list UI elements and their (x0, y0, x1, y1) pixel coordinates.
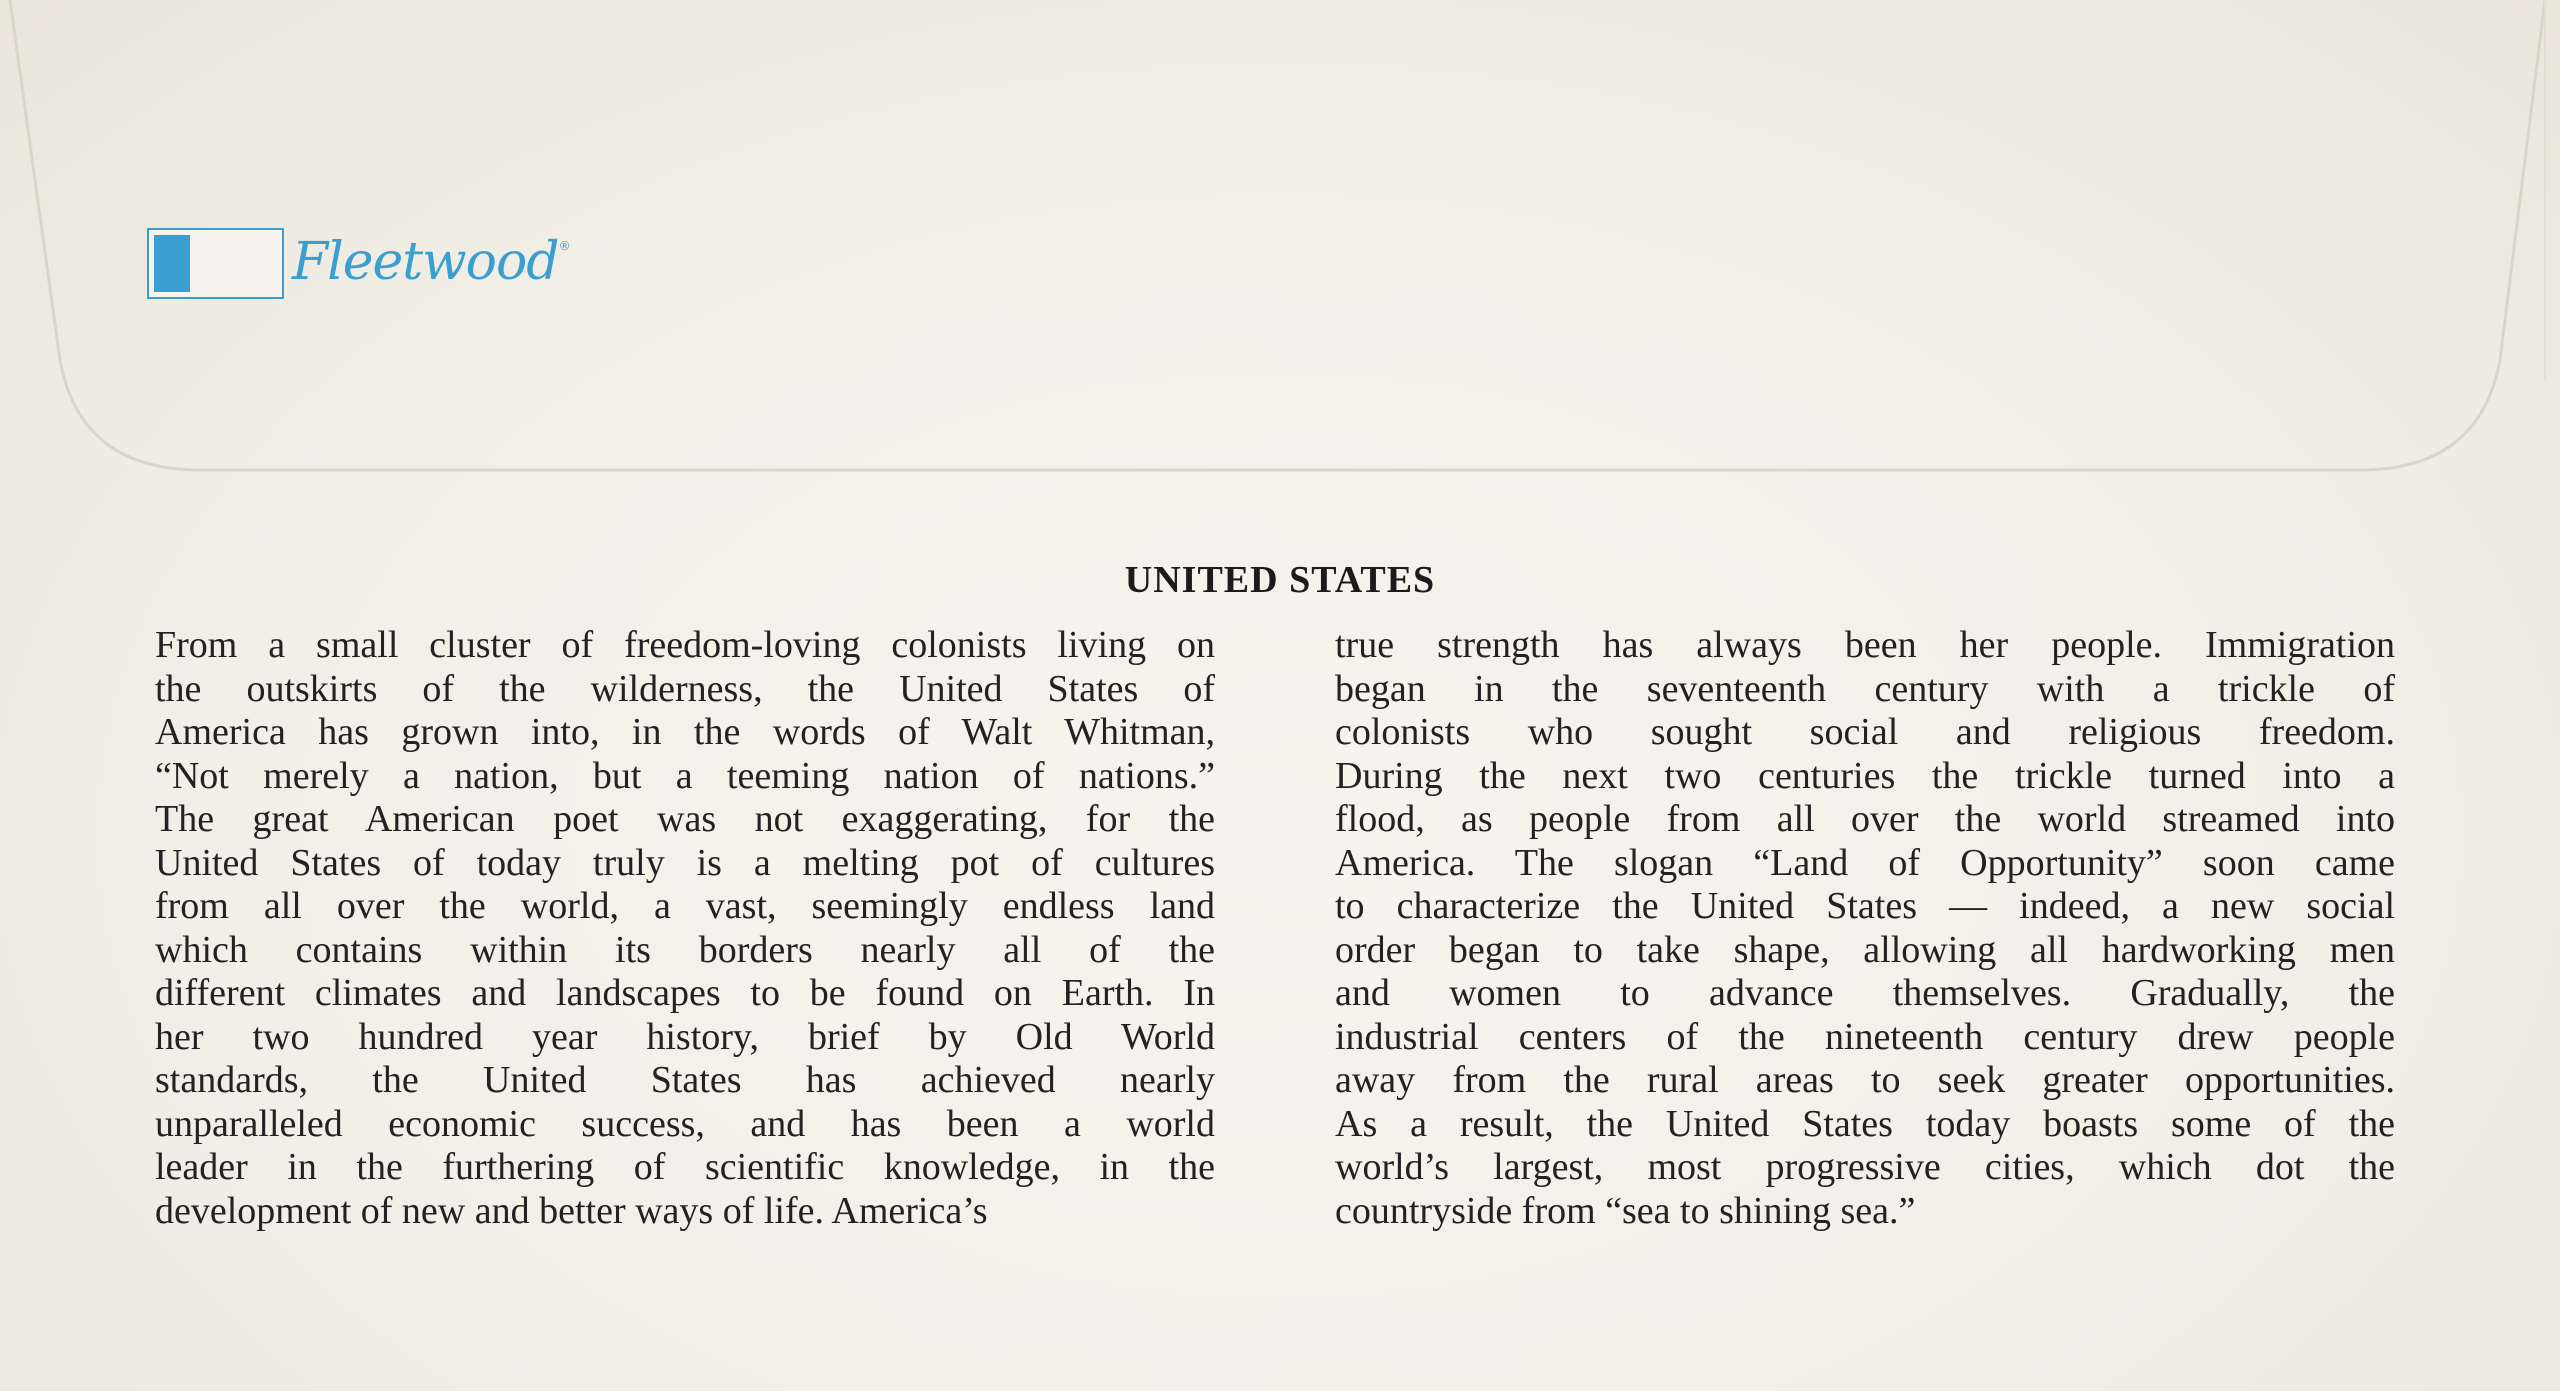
article-text-line: world’s largest, most progressive cities, which dot the (1335, 1146, 2395, 1188)
article-text-line: America has grown into, in the words of Walt Whitman, (155, 711, 1215, 753)
article-text-line: countryside from “sea to shining sea.” (1335, 1189, 1916, 1232)
article-text-line: United States of today truly is a melting pot of cultures (155, 841, 1215, 884)
article-text-line: leader in the furthering of scientific knowledge, in the (155, 1146, 1215, 1188)
article-text-line: away from the rural areas to seek greater opportunities. (1335, 1059, 2395, 1101)
article-text-line: During the next two centuries the trickle turned into a (1335, 754, 2395, 797)
logo-box-fill (154, 235, 190, 292)
article-text-line: From a small cluster of freedom-loving colonists living on (155, 624, 1215, 666)
logo-wordmark: Fleetwood (292, 231, 559, 292)
article-text-line: unparalleled economic success, and has been a world (155, 1102, 1215, 1145)
article-text-line: The great American poet was not exaggerating, for the (155, 798, 1215, 840)
article-text-line: industrial centers of the nineteenth century drew people (1335, 1015, 2395, 1058)
article-text-line: the outskirts of the wilderness, the United States of (155, 667, 1215, 710)
fleetwood-logo (147, 228, 571, 299)
logo-registered-mark: ® (558, 238, 571, 253)
article-text-line: order began to take shape, allowing all hardworking men (1335, 928, 2395, 971)
article-left-column (155, 624, 1215, 1233)
article-text-line: her two hundred year history, brief by Old World (155, 1015, 1215, 1058)
article-text-line: America. The slogan “Land of Opportunity” soon came (1335, 841, 2395, 884)
article-text-line: which contains within its borders nearly all of the (155, 928, 1215, 971)
article-text-line: As a result, the United States today boasts some of the (1335, 1102, 2395, 1145)
article-text-line: from all over the world, a vast, seemingly endless land (155, 885, 1215, 927)
article-text-line: true strength has always been her people. Immigration (1335, 624, 2395, 666)
article-right-column (1335, 624, 2395, 1233)
article-title: UNITED STATES (1124, 559, 1436, 601)
article-text-line: began in the seventeenth century with a trickle of (1335, 667, 2395, 710)
article-text-line: different climates and landscapes to be found on Earth. In (155, 972, 1215, 1014)
article-text-line: and women to advance themselves. Gradually, the (1335, 972, 2395, 1014)
article-text-line: development of new and better ways of life. America’s (155, 1189, 988, 1232)
article-text-line: flood, as people from all over the world streamed into (1335, 798, 2395, 840)
article-text-line: standards, the United States has achieved nearly (155, 1059, 1215, 1101)
article-text-line: to characterize the United States — indeed, a new social (1335, 885, 2395, 927)
article-text-line: colonists who sought social and religious freedom. (1335, 711, 2395, 753)
logo-box-icon (147, 228, 284, 299)
article-text-line: “Not merely a nation, but a teeming nation of nations.” (155, 754, 1215, 797)
